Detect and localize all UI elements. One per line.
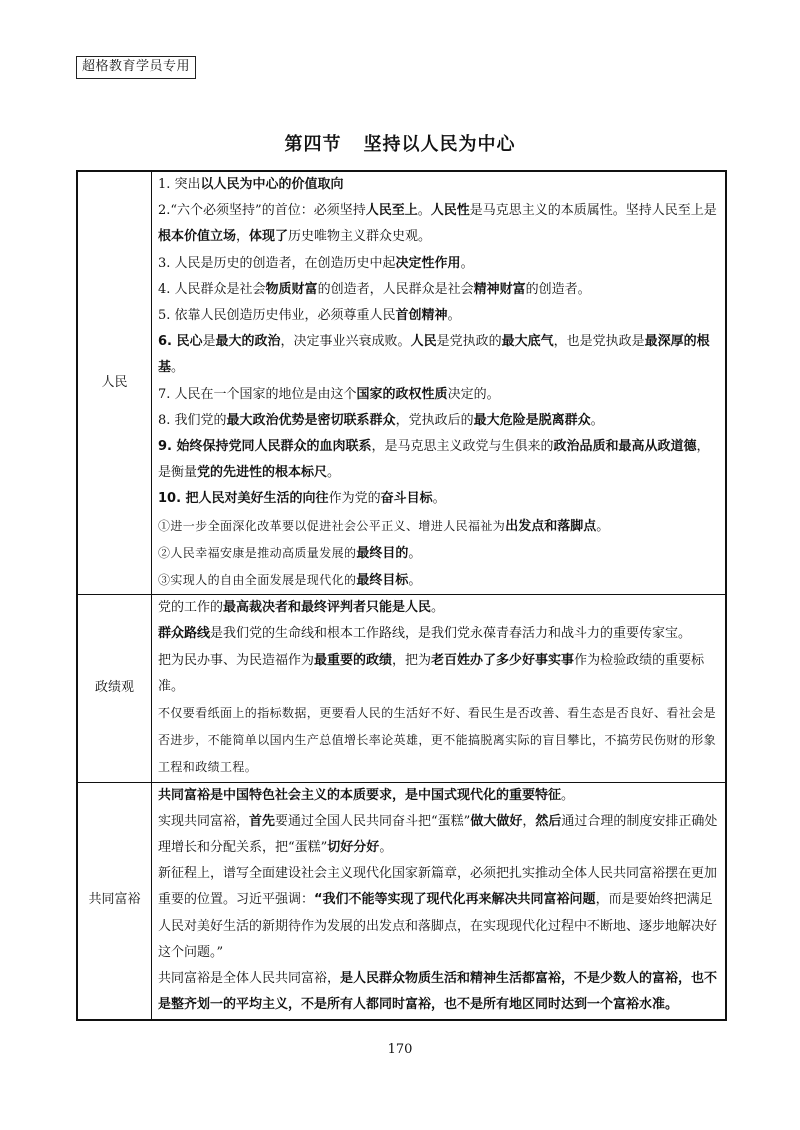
text-segment: 是我们党的生命线和根本工作路线，是我们党永葆青春活力和战斗力的重要传家宝。 xyxy=(210,626,692,642)
bold-text: 根本价值立场 xyxy=(158,229,237,245)
bold-text: 最重要的政绩 xyxy=(314,652,393,668)
text-segment: 1. 突出 xyxy=(158,177,201,192)
text-segment: 党的工作的 xyxy=(158,600,224,616)
bold-text: 最大底气 xyxy=(501,334,554,350)
text-segment: 。 xyxy=(432,491,446,507)
content-line xyxy=(158,621,719,647)
row-performance-view xyxy=(77,595,726,782)
text-segment: 把为民办事、为民造福作为 xyxy=(158,652,315,668)
text-segment: ， xyxy=(522,813,536,829)
text-segment: 通过合理的制度安排正确处理增长和分配关系，把“蛋糕” xyxy=(158,813,718,856)
text-segment: 的创造者，人民群众是社会 xyxy=(317,281,474,297)
row-content xyxy=(152,782,727,1019)
bold-text: 奋斗目标 xyxy=(380,491,433,507)
text-segment: ，也是党执政是 xyxy=(553,334,645,350)
row-label: 人民 xyxy=(77,171,152,595)
bold-text: 物质财富 xyxy=(265,281,318,297)
bold-text: 最高裁决者和最终评判者只能是人民 xyxy=(223,600,432,616)
row-label: 共同富裕 xyxy=(77,782,152,1019)
text-segment: ②人民幸福安康是推动高质量发展的 xyxy=(158,545,357,560)
bold-text: 人民至上 xyxy=(365,203,418,219)
bold-text: 最大政治优势是密切联系群众 xyxy=(226,412,396,428)
content-line xyxy=(158,783,719,809)
text-segment: 。 xyxy=(379,840,393,856)
content-line xyxy=(158,434,719,486)
header-badge: 超格教育学员专用 xyxy=(76,56,196,79)
content-line xyxy=(158,809,719,861)
bold-text: 最深厚的根基 xyxy=(158,334,710,376)
bold-text: “我们不能等实现了现代化再来解决共同富裕问题 xyxy=(314,892,596,908)
page-number: 170 xyxy=(387,1042,413,1057)
text-segment: 。 xyxy=(561,787,575,803)
text-segment: 4. 人民群众是社会 xyxy=(158,281,266,297)
bold-text: 9. 始终保持党同人民群众的血肉联系 xyxy=(158,439,372,455)
page-title xyxy=(0,130,800,156)
text-segment: ，决定事业兴衰成败。 xyxy=(280,334,411,350)
bold-text: 切好分好 xyxy=(327,840,380,856)
text-segment: 是马克思主义的本质属性。坚持人民至上是 xyxy=(469,203,717,219)
text-segment: 是 xyxy=(202,334,216,350)
text-segment: 要通过全国人民共同奋斗把“蛋糕” xyxy=(275,813,471,829)
bold-text: 群众路线 xyxy=(158,626,211,642)
content-line xyxy=(158,700,719,782)
bold-text: 做大做好 xyxy=(470,813,523,829)
text-segment: 。 xyxy=(460,255,474,271)
bold-text: 最终目的 xyxy=(356,545,409,561)
bold-text: 最大的政治 xyxy=(215,334,281,350)
text-segment: 7. 人民在一个国家的地位是由这个 xyxy=(158,386,357,402)
text-segment: 。 xyxy=(431,600,445,616)
text-segment: 3. 人民是历史的创造者，在创造历史中起 xyxy=(158,255,396,271)
bold-text: 出发点和落脚点 xyxy=(505,518,597,534)
text-segment: 是党执政的 xyxy=(436,334,502,350)
row-label: 政绩观 xyxy=(77,595,152,782)
text-segment: ，是衡量 xyxy=(158,439,710,481)
content-line xyxy=(158,382,719,408)
content-line xyxy=(158,486,719,512)
text-segment: ①进一步全面深化改革要以促进社会公平正义、增进人民福祉为 xyxy=(158,518,506,533)
text-segment: ，是马克思主义政党与生俱来的 xyxy=(371,439,554,455)
bold-text: 最大危险是脱离群众 xyxy=(473,412,591,428)
bold-text: 然后 xyxy=(535,813,562,829)
content-line xyxy=(158,595,719,621)
bold-text: 体现了 xyxy=(249,229,289,245)
row-content xyxy=(152,595,727,782)
bold-text: 政治品质和最高从政道德 xyxy=(553,439,697,455)
bold-text: 6. 民心 xyxy=(158,334,203,350)
bold-text: 党的先进性的根本标尺 xyxy=(197,465,328,481)
text-segment: ， xyxy=(236,229,250,245)
content-line xyxy=(158,277,719,303)
text-segment: 。 xyxy=(171,360,185,376)
row-people xyxy=(77,171,726,595)
bold-text: 人民性 xyxy=(430,203,470,219)
content-line xyxy=(158,513,719,540)
section-heading: 坚持以人民为中心 xyxy=(363,134,516,155)
row-content xyxy=(152,171,727,595)
text-segment: 不仅要看纸面上的指标数据，更要看人民的生活好不好、看民生是否改善、看生态是否良好、看社会是否进步，不能简单以国内生产总值增长率论英雄，更不能搞脱离实际的盲目攀比，不搞劳民伤财的形象工程和政绩工程。 xyxy=(158,706,717,775)
text-segment: ，把为 xyxy=(392,652,432,668)
bold-text: 精神财富 xyxy=(473,281,526,297)
bold-text: 10. 把人民对美好生活的向往 xyxy=(158,491,329,507)
text-segment: ，党执政后的 xyxy=(395,412,474,428)
text-segment: 新征程上，谱写全面建设社会主义现代化国家新篇章，必须把扎实推动全体人民共同富裕摆在更加重要的位置。习近平强调： xyxy=(158,866,718,908)
text-segment: 8. 我们党的 xyxy=(158,412,227,428)
text-segment: 5. 依靠人民创造历史伟业，必须尊重人民 xyxy=(158,308,396,324)
row-common-prosperity xyxy=(77,782,726,1019)
content-line xyxy=(158,408,719,434)
bold-text: 共同富裕是中国特色社会主义的本质要求，是中国式现代化的重要特征 xyxy=(158,787,562,803)
content-line xyxy=(158,251,719,277)
content-line xyxy=(158,966,719,1018)
text-segment: 。 xyxy=(408,573,422,589)
bold-text: 是人民群众物质生活和精神生活都富裕，不是少数人的富裕，也不是整齐划一的平均主义，不是所有人都同时富裕，也不是所有地区同时达到一个富裕水准。 xyxy=(158,971,718,1013)
content-line xyxy=(158,567,719,594)
text-segment: 历史唯物主义群众史观。 xyxy=(288,229,432,245)
bold-text: 以人民为中心的价值取向 xyxy=(200,177,344,192)
content-line xyxy=(158,329,719,381)
bold-text: 人民 xyxy=(410,334,437,350)
text-segment: 的创造者。 xyxy=(525,281,591,297)
text-segment: 。 xyxy=(327,465,341,481)
text-segment: 。 xyxy=(596,518,610,534)
text-segment: 共同富裕是全体人民共同富裕， xyxy=(158,971,341,987)
bold-text: 最终目标 xyxy=(356,573,409,589)
text-segment: ③实现人的自由全面发展是现代化的 xyxy=(158,573,357,588)
content-line xyxy=(158,861,719,966)
bold-text: 老百姓办了多少好事实事 xyxy=(431,652,575,668)
bold-text: 首创精神 xyxy=(395,308,448,324)
text-segment: 决定的。 xyxy=(447,386,500,402)
content-line xyxy=(158,198,719,250)
text-segment: 。 xyxy=(590,412,604,428)
text-segment: ，而是要始终把满足人民对美好生活的新期待作为发展的出发点和落脚点，在实现现代化过程中不断地、逐步地解决好这个问题。” xyxy=(158,892,718,960)
bold-text: 首先 xyxy=(249,813,276,829)
content-line xyxy=(158,540,719,567)
text-segment: 作为检验政绩的重要标准。 xyxy=(158,652,705,694)
section-number: 第四节 xyxy=(284,134,342,155)
text-segment: 。 xyxy=(447,308,461,324)
bold-text: 决定性作用 xyxy=(395,255,461,271)
text-segment: 实现共同富裕， xyxy=(158,813,250,829)
content-line xyxy=(158,172,719,198)
text-segment: 。 xyxy=(417,203,431,219)
text-segment: 。 xyxy=(408,545,422,561)
text-segment: 2.“六个必须坚持”的首位：必须坚持 xyxy=(158,203,366,219)
content-table xyxy=(76,170,727,1021)
bold-text: 国家的政权性质 xyxy=(356,386,448,402)
content-line xyxy=(158,648,719,700)
content-line xyxy=(158,303,719,329)
text-segment: 作为党的 xyxy=(328,491,381,507)
